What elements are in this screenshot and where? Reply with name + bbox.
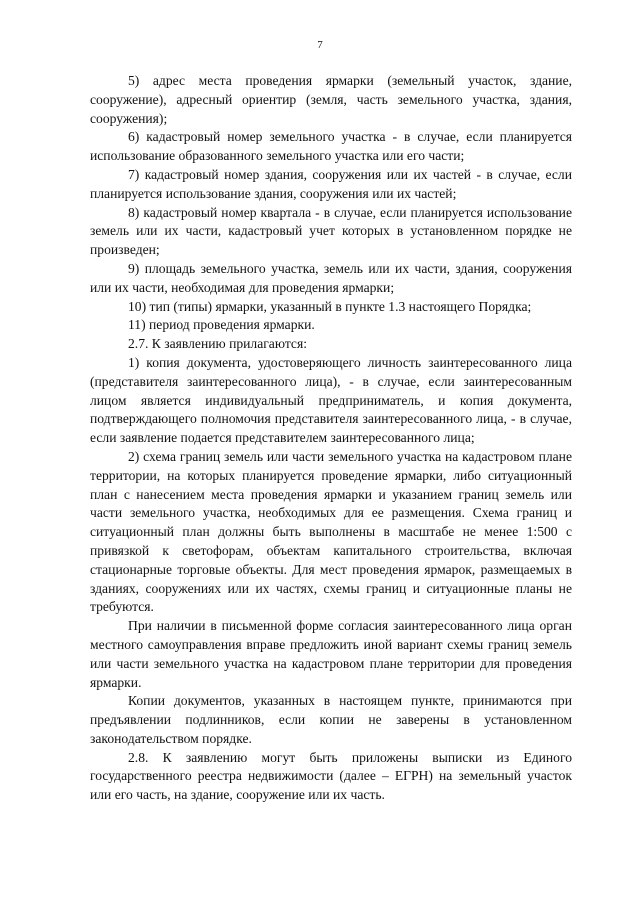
paragraph-section-2-8: 2.8. К заявлению могут быть приложены выписки из Единого государственного реестра недвижимости (далее – ЕГРН) на земельный участок или его часть, на здание, сооружение или их часть. [90, 749, 572, 803]
paragraph-item-7: 7) кадастровый номер здания, сооружения или их частей - в случае, если планируется использование здания, сооружения или их частей; [90, 166, 572, 201]
document-body [90, 72, 572, 805]
paragraph-section-2-7: 2.7. К заявлению прилагаются: [128, 336, 307, 352]
paragraph-copies: Копии документов, указанных в настоящем пункте, принимаются при предъявлении подлинников, если копии не заверены в установленном законодательством порядке. [90, 693, 572, 746]
paragraph-item-9: 9) площадь земельного участка, земель или их части, здания, сооружения или их части, необходимая для проведения ярмарки; [90, 260, 572, 295]
page-number: 7 [317, 39, 323, 51]
paragraph-attachment-2: 2) схема границ земель или части земельного участка на кадастровом плане территории, на которых планируется проведение ярмарки, либо ситуационный план с нанесением места проведения ярмарки и указанием границ земель или части земельного участка, необходимых для ее размещения. Схема границ и ситуационный план должны быть выполнены в масштабе не менее 1:500 с привязкой к светофорам, объектам капитального строительства, включая стационарные торговые объекты. Для мест проведения ярмарок, размещаемых в зданиях, сооружениях или их частях, схемы границ и ситуационные планы не требуются. [90, 448, 572, 615]
paragraph-item-11: 11) период проведения ярмарки. [128, 317, 315, 333]
paragraph-attachment-1: 1) копия документа, удостоверяющего личность заинтересованного лица (представителя заинтересованного лица), - в случае, если заинтересованным лицом является индивидуальный предприниматель, и копия документа, подтверждающего полномочия представителя заинтересованного лица, - в случае, если заявление подается представителем заинтересованного лица; [90, 354, 572, 446]
paragraph-item-8: 8) кадастровый номер квартала - в случае, если планируется использование земель или их части, кадастровый учет которых в установленном порядке не произведен; [90, 204, 572, 258]
paragraph-item-10: 10) тип (типы) ярмарки, указанный в пункте 1.3 настоящего Порядка; [128, 298, 532, 314]
paragraph-consent: При наличии в письменной форме согласия заинтересованного лица орган местного самоуправления вправе предложить иной вариант схемы границ земель или части земельного участка на кадастровом плане территории для проведения ярмарки. [90, 618, 572, 690]
paragraph-item-6: 6) кадастровый номер земельного участка - в случае, если планируется использование образованного земельного участка или его части; [90, 129, 572, 164]
paragraph-item-5: 5) адрес места проведения ярмарки (земельный участок, здание, сооружение), адресный ориентир (земля, часть земельного участка, здания, сооружения); [90, 73, 572, 126]
